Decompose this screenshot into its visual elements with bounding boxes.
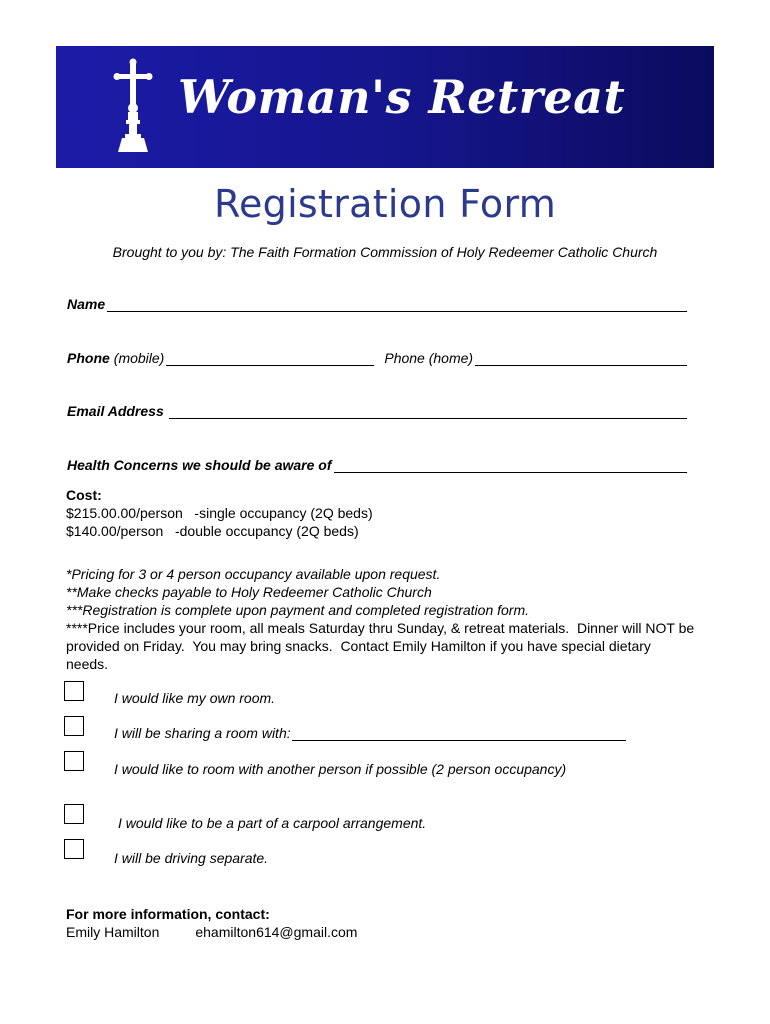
roommate-checkbox[interactable] [64, 751, 84, 771]
contact-header: For more information, contact: [66, 906, 270, 922]
sharing-room-row [114, 725, 626, 741]
note-price-includes: ****Price includes your room, all meals Saturday thru Sunday, & retreat materials. Dinner will NOT be provided on Friday. You may bring snacks. Contact Emily Hamilton if you have special dietary needs. [66, 620, 699, 672]
cost-label: Cost: [66, 487, 102, 503]
cost-line-double: $140.00/person -double occupancy (2Q beds) [66, 523, 359, 539]
health-field [67, 457, 687, 473]
roommate-label: I would like to room with another person if possible (2 person occupancy) [114, 761, 567, 777]
contact-name: Emily Hamilton [66, 924, 160, 940]
note-pricing: *Pricing for 3 or 4 person occupancy available upon request. [66, 566, 441, 582]
driving-separate-label: I will be driving separate. [114, 850, 269, 866]
phone-home-label: Phone (home) [384, 350, 474, 366]
phone-home-input[interactable] [475, 350, 687, 366]
contact-email[interactable]: ehamilton614@gmail.com [195, 924, 358, 940]
banner-title: Woman's Retreat [178, 70, 626, 124]
cost-section [66, 486, 696, 540]
form-title: Registration Form [213, 182, 557, 226]
carpool-checkbox[interactable] [64, 804, 84, 824]
phone-row [67, 350, 687, 366]
sharing-room-checkbox[interactable] [64, 716, 84, 736]
name-input[interactable] [107, 296, 687, 312]
health-label: Health Concerns we should be aware of [67, 457, 332, 473]
email-label: Email Address [67, 403, 164, 419]
own-room-label: I would like my own room. [114, 690, 276, 706]
sharing-room-input[interactable] [292, 726, 626, 741]
name-label: Name [67, 296, 106, 312]
carpool-label: I would like to be a part of a carpool arrangement. [118, 815, 427, 831]
cost-line-single: $215.00.00/person -single occupancy (2Q beds) [66, 505, 373, 521]
own-room-checkbox[interactable] [64, 681, 84, 701]
driving-separate-checkbox[interactable] [64, 839, 84, 859]
name-field [67, 296, 687, 312]
note-registration: ***Registration is complete upon payment and completed registration form. [66, 602, 530, 618]
phone-mobile-label: Phone [67, 350, 110, 366]
sharing-room-label: I will be sharing a room with: [114, 725, 291, 741]
health-input[interactable] [334, 457, 687, 473]
contact-section [66, 905, 357, 941]
note-checks: **Make checks payable to Holy Redeemer Catholic Church [66, 584, 432, 600]
email-field [67, 403, 687, 419]
notes-section [66, 565, 699, 673]
cross-icon [108, 58, 158, 154]
phone-mobile-input[interactable] [166, 350, 374, 366]
subtitle: Brought to you by: The Faith Formation Commission of Holy Redeemer Catholic Church [112, 244, 658, 260]
phone-mobile-sublabel: (mobile) [113, 350, 165, 366]
email-input[interactable] [169, 403, 687, 419]
